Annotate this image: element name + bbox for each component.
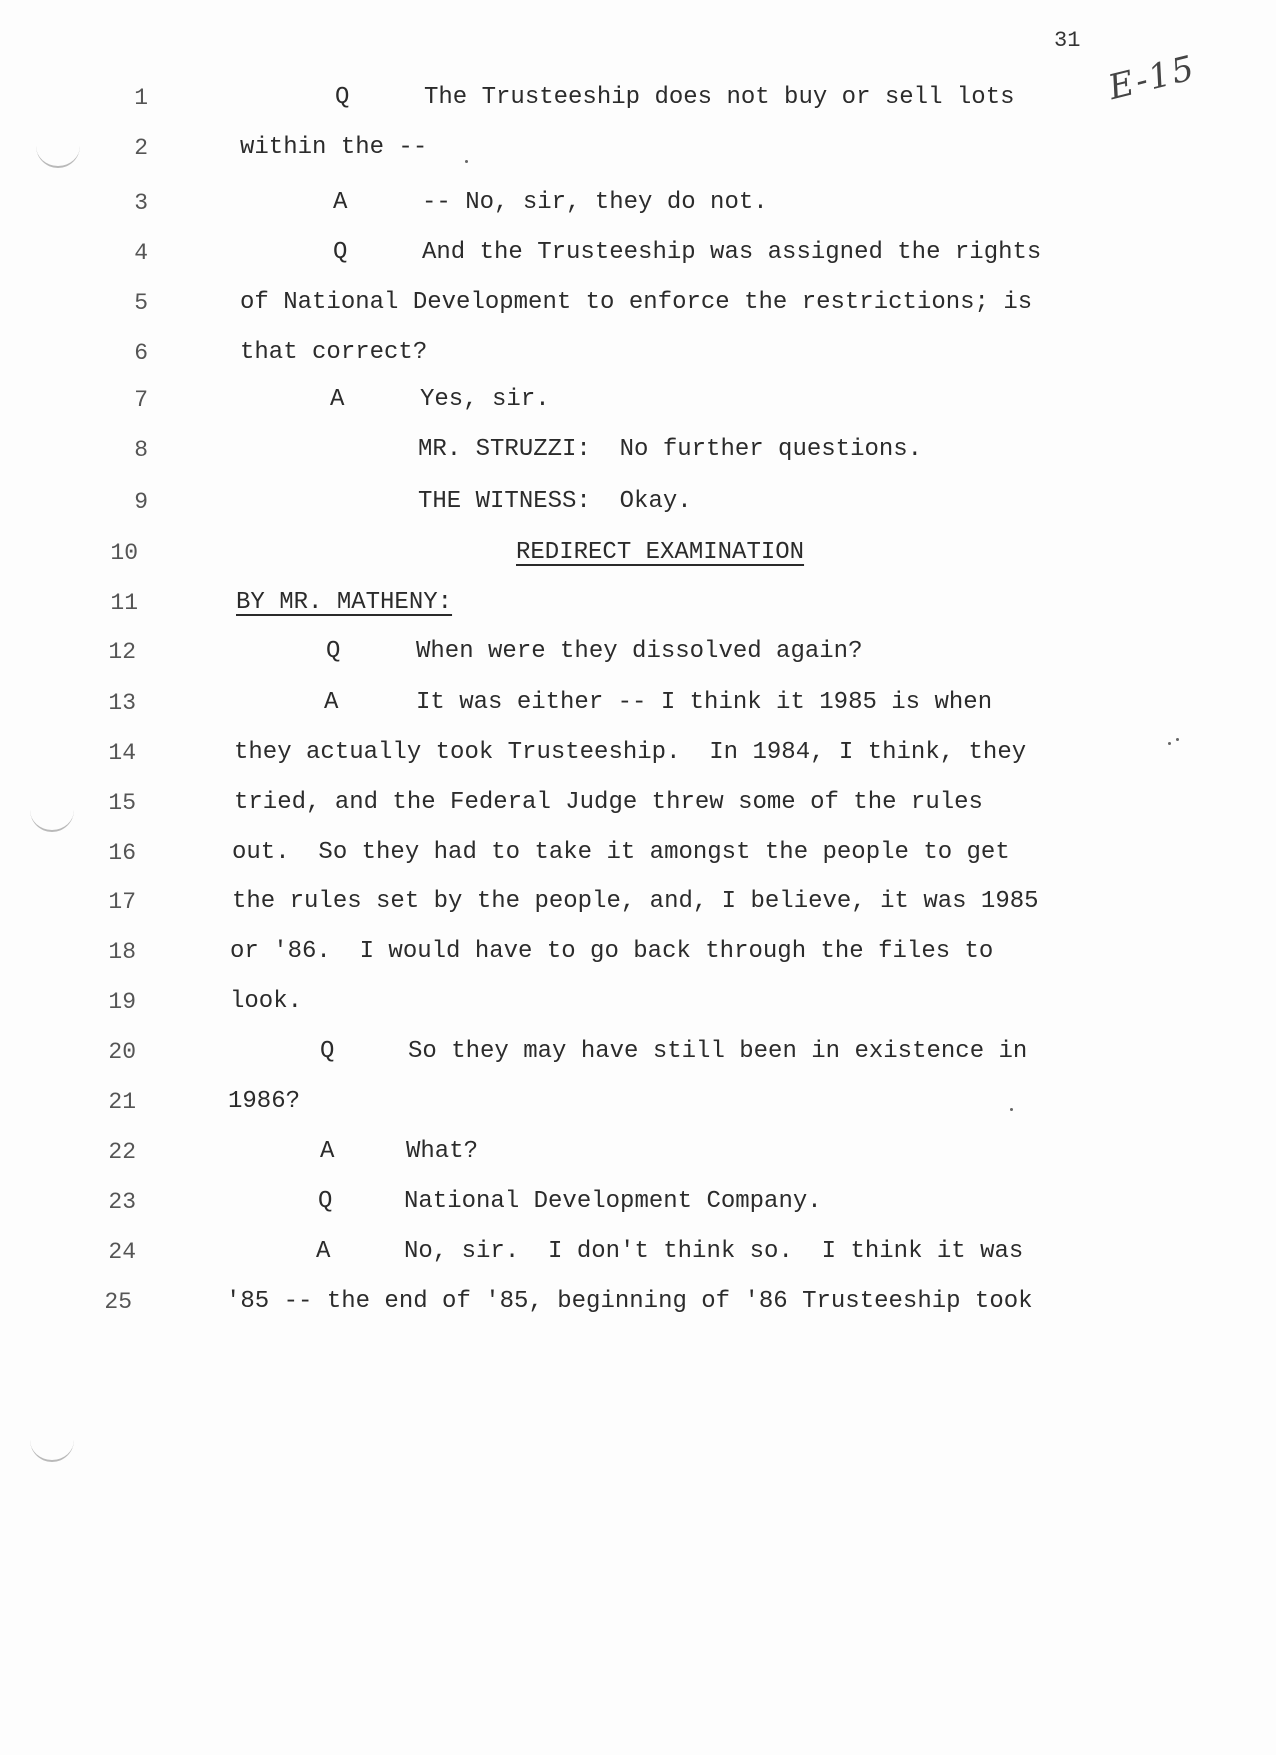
line-number: 11 bbox=[110, 590, 138, 616]
line-text: they actually took Trusteeship. In 1984, I think, they bbox=[234, 739, 1027, 766]
line-number: 19 bbox=[108, 989, 136, 1015]
line-text: '85 -- the end of '85, beginning of '86 Trusteeship took bbox=[226, 1288, 1033, 1315]
transcript-line bbox=[0, 333, 1000, 373]
transcript-line bbox=[0, 882, 1039, 922]
line-number: 15 bbox=[108, 790, 136, 816]
transcript-line bbox=[0, 733, 1027, 773]
line-text: within the -- bbox=[240, 134, 428, 161]
punch-hole-mark bbox=[30, 1430, 74, 1462]
transcript-line bbox=[0, 1082, 1000, 1122]
scan-speck bbox=[1176, 738, 1179, 741]
line-number: 6 bbox=[134, 340, 148, 366]
line-text: that correct? bbox=[240, 339, 428, 366]
transcript-line bbox=[0, 1232, 1024, 1272]
line-text: -- No, sir, they do not. bbox=[422, 189, 768, 216]
speaker-label: Q bbox=[318, 1188, 333, 1215]
speaker-label: Q bbox=[320, 1038, 335, 1065]
line-text: What? bbox=[406, 1138, 479, 1165]
line-text: look. bbox=[230, 988, 303, 1015]
line-text: tried, and the Federal Judge threw some of the rules bbox=[234, 789, 983, 816]
page-number: 31 bbox=[1054, 28, 1081, 53]
line-number: 23 bbox=[108, 1189, 136, 1215]
transcript-line bbox=[0, 783, 1000, 823]
line-text: National Development Company. bbox=[404, 1188, 822, 1215]
line-number: 4 bbox=[134, 240, 148, 266]
transcript-line bbox=[0, 1032, 1028, 1072]
speaker-label: Q bbox=[333, 239, 348, 266]
line-text: the rules set by the people, and, I believe, it was 1985 bbox=[232, 888, 1039, 915]
line-number: 3 bbox=[134, 190, 148, 216]
line-number: 8 bbox=[134, 437, 148, 463]
speaker-label: A bbox=[324, 689, 339, 716]
line-number: 20 bbox=[108, 1039, 136, 1065]
line-number: 14 bbox=[108, 740, 136, 766]
transcript-line bbox=[0, 78, 1015, 118]
line-number: 13 bbox=[108, 690, 136, 716]
line-text: It was either -- I think it 1985 is when bbox=[416, 689, 993, 716]
line-number: 22 bbox=[108, 1139, 136, 1165]
line-text: out. So they had to take it amongst the people to get bbox=[232, 839, 1010, 866]
line-number: 21 bbox=[108, 1089, 136, 1115]
transcript-line bbox=[0, 932, 1000, 972]
scan-speck bbox=[1010, 1108, 1013, 1111]
transcript-line bbox=[0, 380, 1000, 420]
speaker-label: A bbox=[333, 189, 348, 216]
line-number: 7 bbox=[134, 387, 148, 413]
line-number: 12 bbox=[108, 639, 136, 665]
line-text: MR. STRUZZI: No further questions. bbox=[418, 436, 923, 463]
transcript-line bbox=[0, 632, 1000, 672]
speaker-label: Q bbox=[326, 638, 341, 665]
transcript-line bbox=[0, 233, 1042, 273]
transcript-line bbox=[0, 833, 1010, 873]
line-number: 2 bbox=[134, 135, 148, 161]
handwritten-exhibit-note: E-15 bbox=[1104, 47, 1200, 109]
line-text: Yes, sir. bbox=[420, 386, 550, 413]
speaker-label: Q bbox=[335, 84, 350, 111]
line-number: 1 bbox=[134, 85, 148, 111]
transcript-line bbox=[0, 533, 1000, 573]
line-number: 5 bbox=[134, 290, 148, 316]
line-number: 10 bbox=[110, 540, 138, 566]
line-number: 17 bbox=[108, 889, 136, 915]
line-text: or '86. I would have to go back through the files to bbox=[230, 938, 994, 965]
transcript-line bbox=[0, 583, 1000, 623]
line-text: No, sir. I don't think so. I think it was bbox=[404, 1238, 1024, 1265]
transcript-line bbox=[0, 982, 1000, 1022]
line-number: 24 bbox=[108, 1239, 136, 1265]
line-number: 25 bbox=[104, 1289, 132, 1315]
line-text: THE WITNESS: Okay. bbox=[418, 488, 692, 515]
transcript-line bbox=[0, 1282, 1033, 1322]
transcript-line bbox=[0, 128, 1000, 168]
transcript-line bbox=[0, 183, 1000, 223]
transcript-line bbox=[0, 283, 1033, 323]
line-text: When were they dissolved again? bbox=[416, 638, 863, 665]
line-number: 16 bbox=[108, 840, 136, 866]
speaker-label: A bbox=[330, 386, 345, 413]
transcript-line bbox=[0, 430, 1000, 470]
scan-speck bbox=[1168, 742, 1171, 745]
transcript-line bbox=[0, 1182, 1000, 1222]
line-text: And the Trusteeship was assigned the rights bbox=[422, 239, 1042, 266]
line-text: The Trusteeship does not buy or sell lots bbox=[424, 84, 1015, 111]
line-number: 9 bbox=[134, 489, 148, 515]
examiner-heading: BY MR. MATHENY: bbox=[236, 589, 453, 616]
transcript-line bbox=[0, 482, 1000, 522]
line-text: of National Development to enforce the restrictions; is bbox=[240, 289, 1033, 316]
speaker-label: A bbox=[316, 1238, 331, 1265]
line-text: So they may have still been in existence in bbox=[408, 1038, 1028, 1065]
transcript-line bbox=[0, 1132, 1000, 1172]
line-number: 18 bbox=[108, 939, 136, 965]
section-heading: REDIRECT EXAMINATION bbox=[516, 539, 805, 566]
speaker-label: A bbox=[320, 1138, 335, 1165]
transcript-line bbox=[0, 683, 1000, 723]
line-text: 1986? bbox=[228, 1088, 301, 1115]
